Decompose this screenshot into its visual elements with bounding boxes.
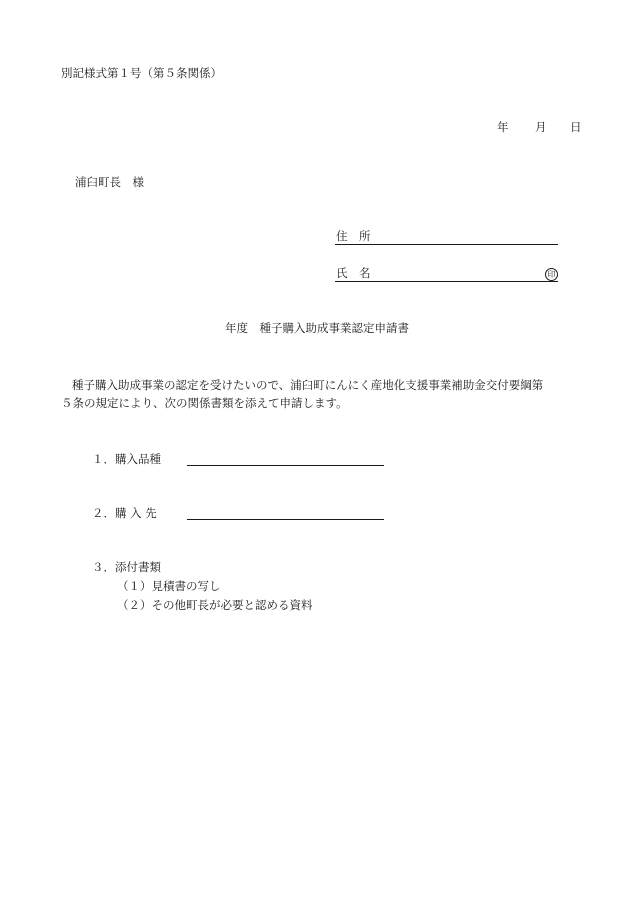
date-day: 日 xyxy=(570,120,582,134)
addressee: 浦臼町長 様 xyxy=(75,175,144,189)
document-title: 年度 種子購入助成事業認定申請書 xyxy=(225,321,409,335)
item-supplier-label: ２．購 入 先 xyxy=(92,506,157,520)
item-attachments-label: ３．添付書類 xyxy=(92,560,161,574)
item-variety-underline xyxy=(187,465,384,466)
form-number: 別記様式第１号（第５条関係） xyxy=(61,66,222,80)
date-year: 年 xyxy=(497,120,509,134)
seal-icon: 印 xyxy=(545,268,558,281)
address-label: 住 所 xyxy=(336,229,371,243)
date-month: 月 xyxy=(535,120,547,134)
attachment-1: （１）見積書の写し xyxy=(117,579,221,593)
body-line-1: 種子購入助成事業の認定を受けたいので、浦臼町にんにく産地化支援事業補助金交付要綱第 xyxy=(72,378,544,392)
name-underline xyxy=(335,281,558,282)
name-label: 氏 名 xyxy=(336,266,371,280)
body-line-2: ５条の規定により、次の関係書類を添えて申請します。 xyxy=(61,396,348,410)
address-underline xyxy=(335,244,558,245)
item-variety-label: １．購入品種 xyxy=(92,452,161,466)
attachment-2: （２）その他町長が必要と認める資料 xyxy=(117,598,313,612)
item-supplier-underline xyxy=(187,519,384,520)
